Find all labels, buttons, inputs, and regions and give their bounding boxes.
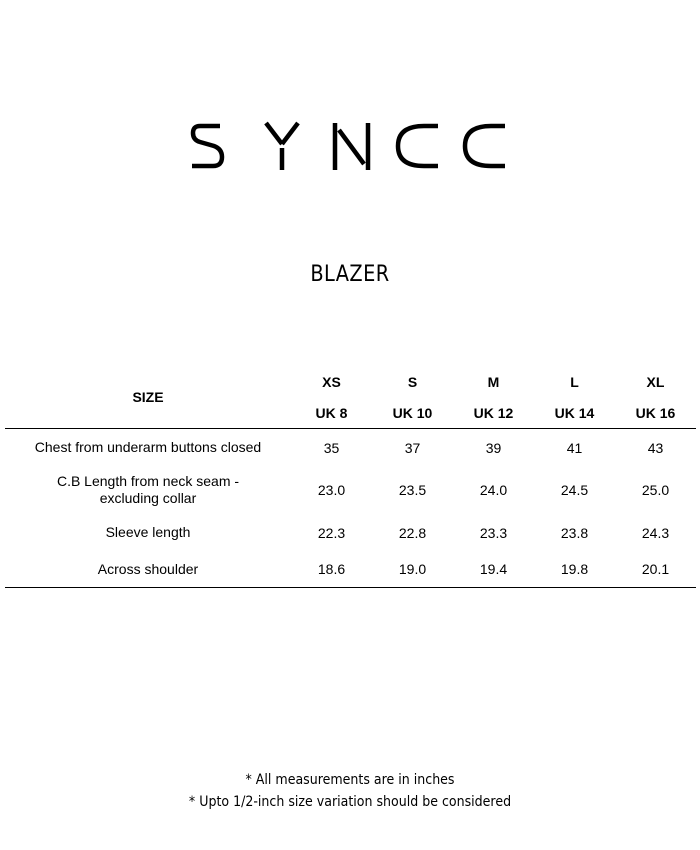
footnotes — [0, 769, 700, 813]
uk-size: UK 16 — [615, 398, 696, 429]
measurement-value: 18.6 — [291, 551, 372, 588]
size-letter: L — [570, 374, 579, 390]
table-row — [5, 429, 696, 467]
measurement-value: 24.0 — [479, 482, 508, 498]
footnote: * Upto 1/2-inch size variation should be considered — [188, 794, 512, 810]
size-header: SIZE — [5, 366, 291, 429]
measurement-value: 41 — [566, 439, 583, 456]
measurement-value: 23.3 — [479, 524, 508, 541]
measurement-value: 25.0 — [641, 482, 670, 498]
measurement-value: 19.8 — [534, 551, 615, 588]
uk-size: UK 8 — [291, 398, 372, 429]
measurement-label: C.B Length from neck seam - excluding collar — [56, 473, 240, 506]
uk-size: UK 12 — [453, 398, 534, 429]
measurement-value: 19.4 — [453, 551, 534, 588]
table-row — [5, 466, 696, 514]
measurement-value: 19.0 — [372, 551, 453, 588]
size-letter: XS — [322, 374, 341, 390]
size-letter: XL — [646, 374, 665, 390]
measurement-value: 37 — [404, 439, 421, 456]
measurement-value: 24.5 — [560, 482, 589, 498]
measurement-value: 43 — [647, 439, 664, 456]
measurement-value: 23.0 — [317, 482, 346, 498]
measurement-value: 22.8 — [398, 524, 427, 541]
table-row — [5, 551, 696, 588]
uk-size: UK 14 — [534, 398, 615, 429]
measurement-value: 23.8 — [560, 524, 589, 541]
measurement-value: 39 — [485, 439, 502, 456]
table-row — [5, 514, 696, 551]
syncc-logo-mark — [190, 118, 510, 174]
footnote: * All measurements are in inches — [245, 772, 455, 788]
size-letter: M — [487, 374, 500, 390]
measurement-label: Chest from underarm buttons closed — [34, 439, 262, 455]
size-chart-table — [5, 366, 696, 588]
measurement-value: 22.3 — [317, 524, 346, 541]
product-title: BLAZER — [310, 262, 390, 287]
size-letter: S — [407, 374, 418, 390]
size-letter-row — [5, 366, 696, 398]
measurement-value: 23.5 — [398, 482, 427, 498]
brand-logo — [190, 118, 510, 174]
measurement-label: Across shoulder — [5, 551, 291, 588]
measurement-label: Sleeve length — [105, 524, 191, 540]
measurement-value: 35 — [323, 439, 340, 456]
uk-size: UK 10 — [372, 398, 453, 429]
measurement-value: 24.3 — [641, 524, 670, 541]
measurement-value: 20.1 — [615, 551, 696, 588]
